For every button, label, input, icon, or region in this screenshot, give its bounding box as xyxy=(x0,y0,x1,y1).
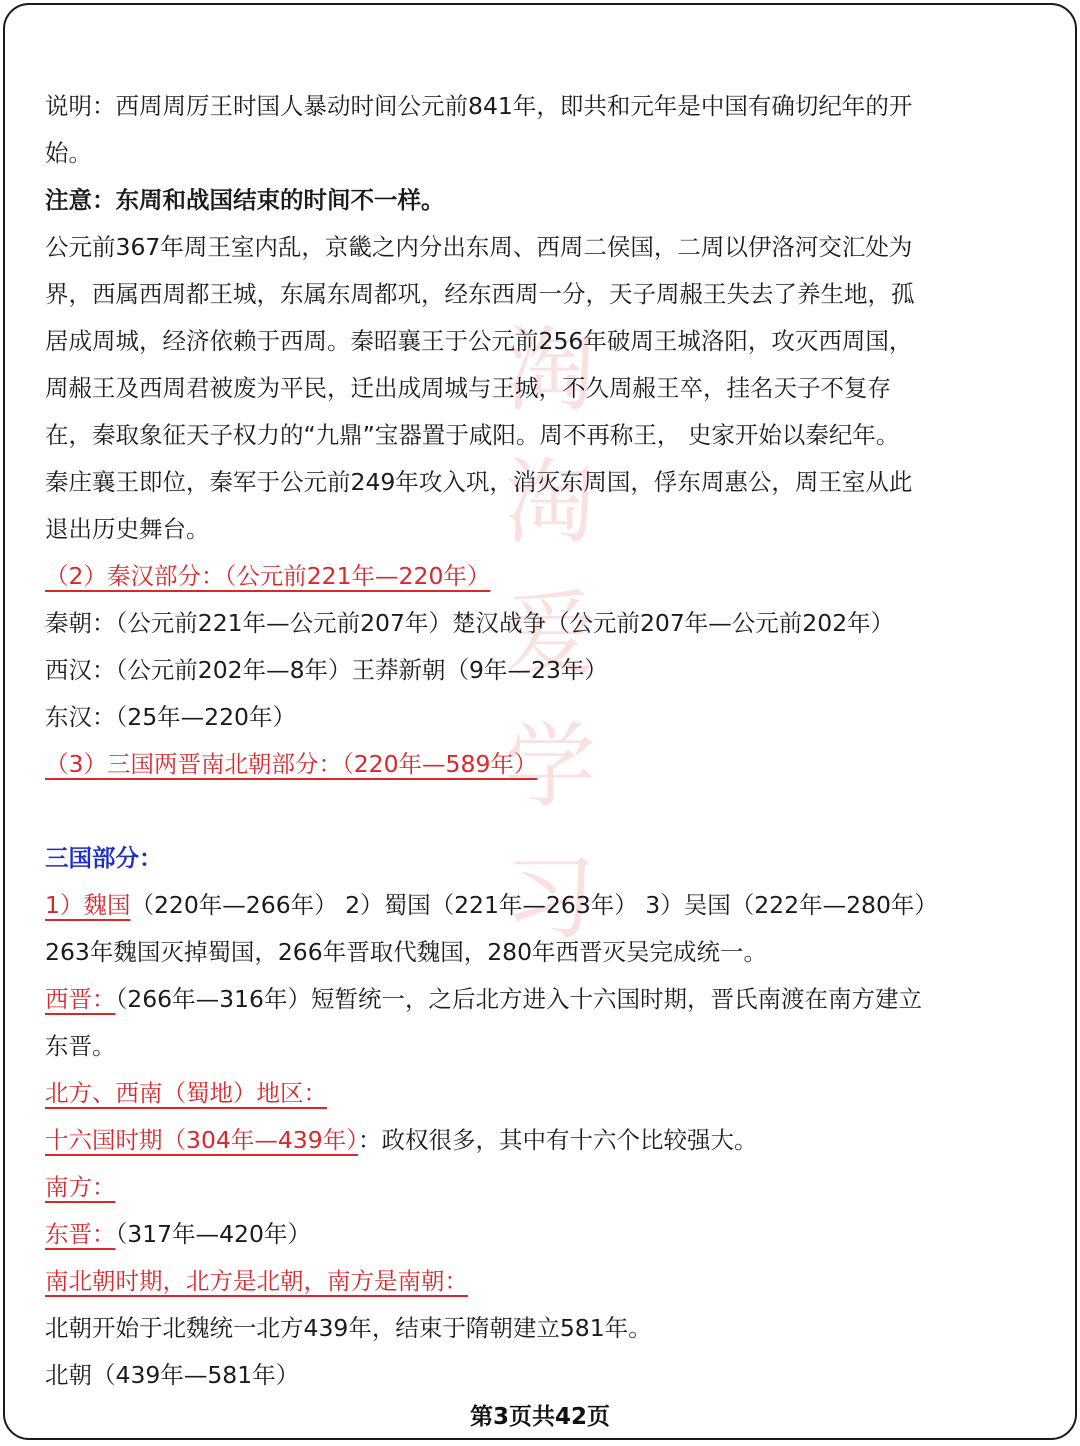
watermark-char: 习 xyxy=(503,845,596,952)
donghan-line: 东汉：（25年—220年） xyxy=(45,703,297,731)
note-line: 始。 xyxy=(45,139,92,167)
dongjin-text: （317年—420年） xyxy=(115,1220,311,1248)
kingdoms-line xyxy=(45,882,1035,929)
document-body xyxy=(45,83,1035,1399)
north-heading: 北方、西南（蜀地）地区： xyxy=(45,1079,327,1107)
watermark-char: 学 xyxy=(503,713,596,820)
xijin-cont: 东晋。 xyxy=(45,1032,116,1060)
dongjin-line xyxy=(45,1211,1035,1258)
watermark-char: 淘 xyxy=(503,317,596,424)
paragraph-line: 秦庄襄王即位，秦军于公元前249年攻入巩，消灭东周国，俘东周惠公，周王室从此 xyxy=(45,468,913,496)
paragraph-line: 界，西属西周都王城，东属东周都巩，经东西周一分，天子周赧王失去了养生地，孤 xyxy=(45,280,915,308)
section-heading-qinhan: （2）秦汉部分：（公元前221年—220年） xyxy=(45,562,491,590)
dongjin-label: 东晋： xyxy=(45,1220,116,1248)
unify-line: 263年魏国灭掉蜀国，266年晋取代魏国，280年西晋灭吴完成统一。 xyxy=(45,938,768,966)
watermark-char: 淘 xyxy=(503,449,596,556)
blank-line xyxy=(45,788,1035,835)
south-heading: 南方： xyxy=(45,1173,116,1201)
watermark-char: 爱 xyxy=(503,581,596,688)
page-number: 第3页共42页 xyxy=(469,1404,610,1430)
paragraph-line: 在，秦取象征天子权力的“九鼎”宝器置于咸阳。周不再称王， 史家开始以秦纪年。 xyxy=(45,421,900,449)
wei-label: 1）魏国 xyxy=(45,891,131,919)
note-line: 说明：西周周厉王时国人暴动时间公元前841年，即共和元年是中国有确切纪年的开 xyxy=(45,92,913,120)
xihan-line: 西汉：（公元前202年—8年）王莽新朝（9年—23年） xyxy=(45,656,608,684)
beichao-line: 北朝开始于北魏统一北方439年，结束于隋朝建立581年。 xyxy=(45,1314,652,1342)
sixteen-text: ：政权很多，其中有十六个比较强大。 xyxy=(357,1126,758,1154)
kingdoms-text: （220年—266年） 2）蜀国（221年—263年） 3）吴国（222年—280年） xyxy=(130,891,938,919)
xijin-text: （266年—316年）短暂统一，之后北方进入十六国时期，晋氏南渡在南方建立 xyxy=(115,985,922,1013)
qin-line: 秦朝：（公元前221年—公元前207年）楚汉战争（公元前207年—公元前202年） xyxy=(45,609,895,637)
nanbei-heading: 南北朝时期，北方是北朝，南方是南朝： xyxy=(45,1267,468,1295)
section-heading-sanguo-jin: （3）三国两晋南北朝部分：（220年—589年） xyxy=(45,750,538,778)
xijin-label: 西晋： xyxy=(45,985,116,1013)
paragraph-line: 公元前367年周王室内乱，京畿之内分出东周、西周二侯国，二周以伊洛河交汇处为 xyxy=(45,233,913,261)
sixteen-line xyxy=(45,1117,1035,1164)
sanguo-heading: 三国部分： xyxy=(45,844,163,872)
paragraph-line: 周赧王及西周君被废为平民，迁出成周城与王城，不久周赧王卒，挂名天子不复存 xyxy=(45,374,891,402)
sixteen-label: 十六国时期（304年—439年） xyxy=(45,1126,358,1154)
attention-note: 注意：东周和战国结束的时间不一样。 xyxy=(45,186,445,214)
paragraph-line: 居成周城，经济依赖于西周。秦昭襄王于公元前256年破周王城洛阳，攻灭西周国， xyxy=(45,327,913,355)
document-page xyxy=(3,3,1077,1440)
xijin-line xyxy=(45,976,1035,1023)
beichao-span: 北朝（439年—581年） xyxy=(45,1361,300,1389)
paragraph-line: 退出历史舞台。 xyxy=(45,515,210,543)
